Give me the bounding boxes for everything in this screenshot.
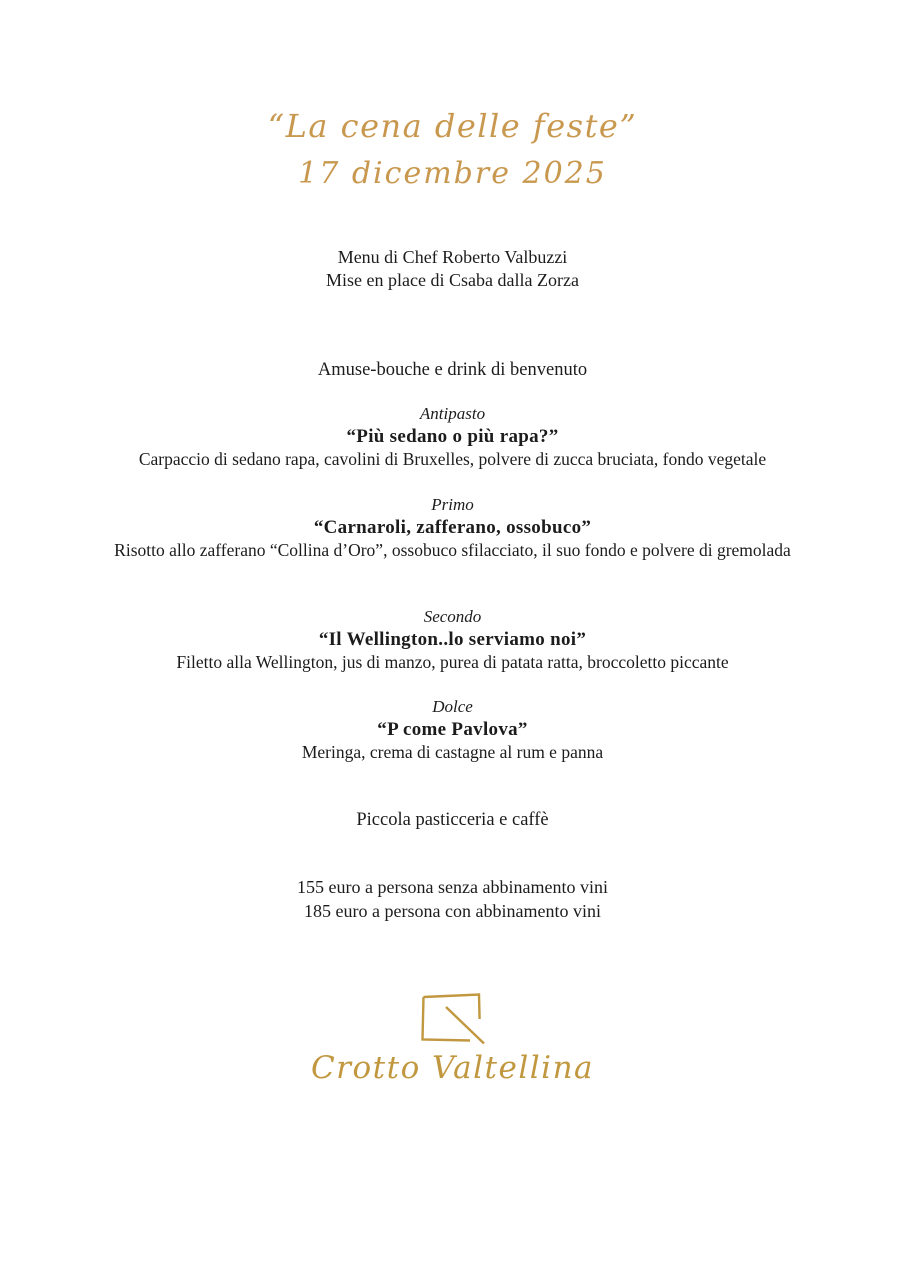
pricing-block: [0, 876, 905, 923]
chef-credit: Menu di Chef Roberto Valbuzzi: [337, 247, 568, 267]
course-name: “Più sedano o più rapa?”: [346, 426, 559, 447]
course-description: Risotto allo zafferano “Collina d’Oro”, ossobuco sfilacciato, il suo fondo e polvere di gremolada: [114, 540, 791, 560]
mise-en-place-credit: Mise en place di Csaba dalla Zorza: [326, 269, 579, 290]
closing-course-line: Piccola pasticceria e caffè: [356, 810, 549, 830]
course-description: Meringa, crema di castagne al rum e panna: [301, 742, 604, 762]
course-section-secondo: [0, 606, 905, 674]
course-section-antipasto: [0, 403, 905, 471]
course-name: “Il Wellington..lo serviamo noi”: [318, 629, 587, 650]
course-name: “Carnaroli, zafferano, ossobuco”: [313, 517, 592, 538]
course-section-primo: [0, 494, 905, 562]
course-description: Filetto alla Wellington, jus di manzo, purea di patata ratta, broccoletto piccante: [176, 652, 729, 672]
menu-header: [0, 103, 905, 197]
restaurant-logo: [0, 991, 905, 1052]
course-name: “P come Pavlova”: [377, 719, 528, 740]
course-label: Dolce: [432, 697, 473, 716]
course-label: Secondo: [423, 607, 482, 626]
course-section-dolce: [0, 696, 905, 764]
restaurant-logo-icon: [420, 991, 486, 1047]
price-with-pairing: 185 euro a persona con abbinamento vini: [304, 900, 601, 921]
menu-date: 17 dicembre 2025: [298, 156, 607, 191]
price-without-pairing: 155 euro a persona senza abbinamento vini: [297, 877, 608, 897]
course-label: Antipasto: [419, 404, 486, 423]
credits-block: [0, 246, 905, 291]
course-description: Carpaccio di sedano rapa, cavolini di Bruxelles, polvere di zucca bruciata, fondo vegetale: [138, 449, 767, 469]
restaurant-name: Crotto Valtellina: [310, 1050, 595, 1086]
opening-course-line: Amuse-bouche e drink di benvenuto: [317, 360, 588, 380]
menu-title: “La cena delle feste”: [267, 107, 638, 145]
course-label: Primo: [431, 495, 474, 514]
